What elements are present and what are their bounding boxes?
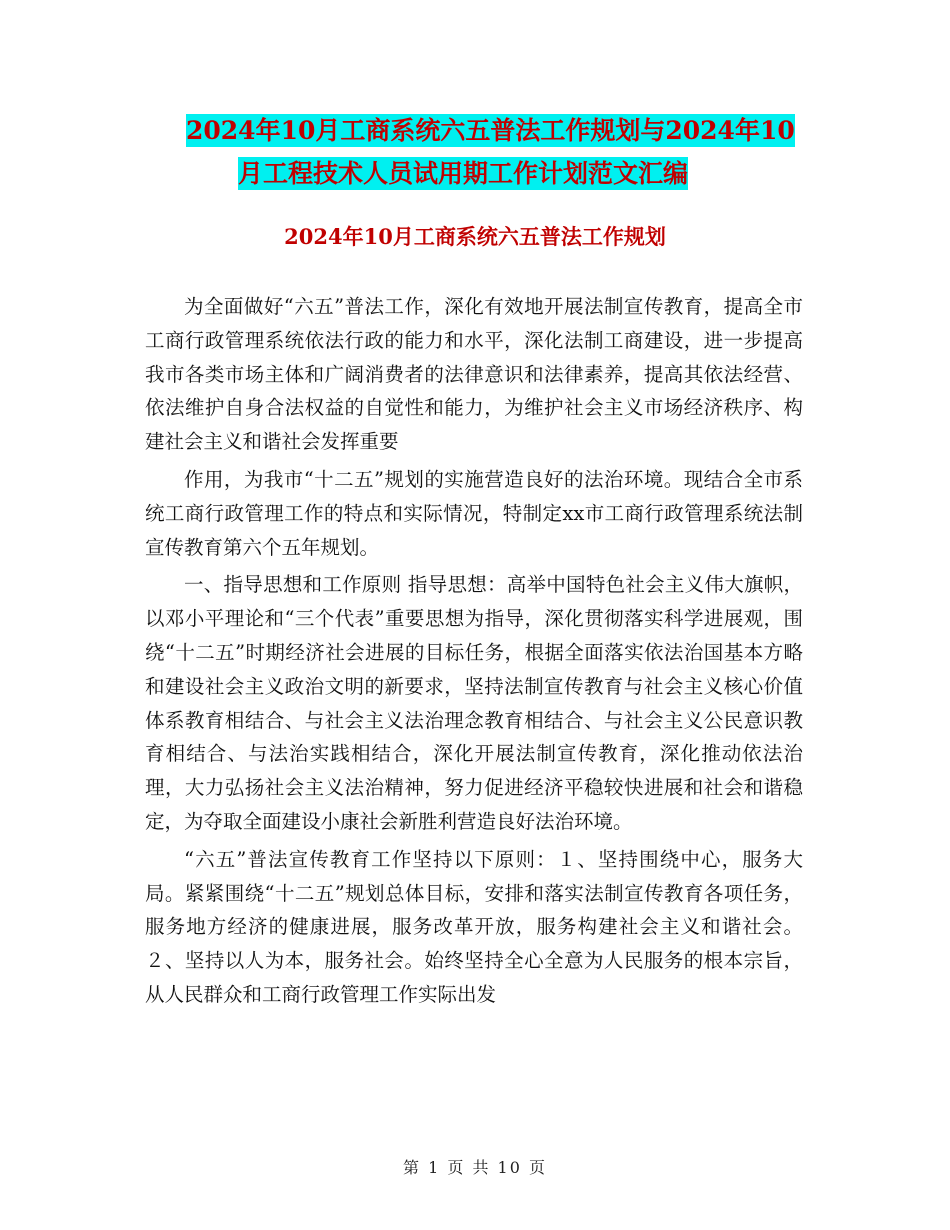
page-footer: 第 1 页 共 10 页 <box>403 1158 547 1177</box>
paragraph: 作用，为我市“十二五”规划的实施营造良好的法治环境。现结合全市系统工商行政管理工作的特点和实际情况，特制定xx市工商行政管理系统法制宣传教育第六个五年规划。 <box>145 467 803 559</box>
paragraph: 一、指导思想和工作原则 指导思想：高举中国特色社会主义伟大旗帜，以邓小平理论和“三个代表”重要思想为指导，深化贯彻落实科学进展观，围绕“十二五”时期经济社会进展的目标任务，根据全面落实依法治国基本方略和建设社会主义政治文明的新要求，坚持法制宣传教育与社会主义核心价值体系教育相结合、与社会主义法治理念教育相结合、与社会主义公民意识教育相结合、与法治实践相结合，深化开展法制宣传教育，深化推动依法治理，大力弘扬社会主义法治精神，努力促进经济平稳较快进展和社会和谐稳定，为夺取全面建设小康社会新胜利营造良好法治环境。 <box>145 573 803 833</box>
document-title-line-2 <box>0 156 950 192</box>
section-title: 2024年10月工商系统六五普法工作规划 <box>284 224 666 249</box>
document-body <box>145 290 803 1012</box>
paragraph: 为全面做好“六五”普法工作，深化有效地开展法制宣传教育，提高全市工商行政管理系统依法行政的能力和水平，深化法制工商建设，进一步提高我市各类市场主体和广阔消费者的法律意识和法律素养，提高其依法经营、依法维护自身合法权益的自觉性和能力，为维护社会主义市场经济秩序、构建社会主义和谐社会发挥重要 <box>145 295 803 454</box>
paragraph: “六五”普法宣传教育工作坚持以下原则：１、坚持围绕中心，服务大局。紧紧围绕“十二五”规划总体目标，安排和落实法制宣传教育各项任务，服务地方经济的健康进展，服务改革开放，服务构建社会主义和谐社会。２、坚持以人为本，服务社会。始终坚持全心全意为人民服务的根本宗旨，从人民群众和工商行政管理工作实际出发 <box>145 847 803 1006</box>
document-title-text-1: 2024年10月工商系统六五普法工作规划与2024年10 <box>186 116 795 145</box>
document-title-line-1 <box>0 113 950 149</box>
document-title-text-2: 月工程技术人员试用期工作计划范文汇编 <box>238 159 689 188</box>
